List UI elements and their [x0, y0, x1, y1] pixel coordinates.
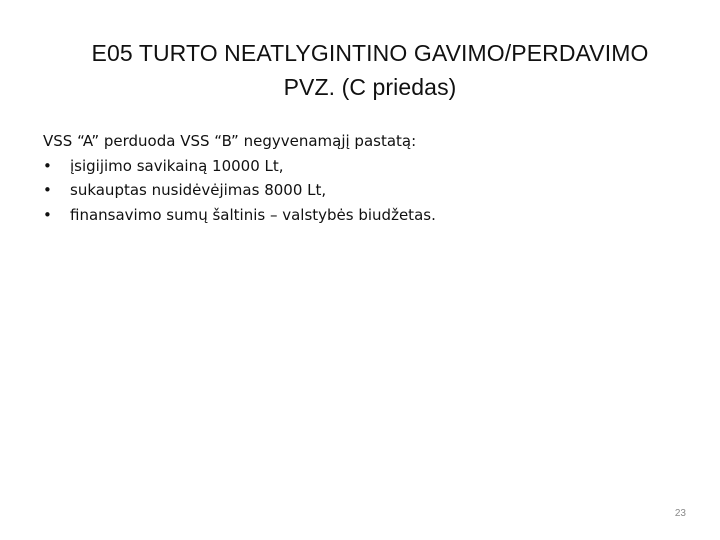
bullet-item-acquisition-cost	[43, 154, 683, 179]
bullet-text-funding-source: finansavimo sumų šaltinis – valstybės biudžetas.	[70, 205, 436, 224]
slide-title-line-2: PVZ. (C priedas)	[283, 74, 457, 100]
bullet-text-depreciation: sukauptas nusidėvėjimas 8000 Lt,	[70, 181, 327, 199]
intro-text: VSS “A” perduoda VSS “B” negyvenamąjį pastatą:	[43, 132, 417, 150]
slide-content	[43, 129, 683, 227]
bullet-text-acquisition-cost: įsigijimo savikainą 10000 Lt,	[70, 156, 284, 175]
page-number: 23	[674, 508, 686, 519]
slide-title	[40, 36, 700, 104]
slide-title-line-1: E05 TURTO NEATLYGINTINO GAVIMO/PERDAVIMO	[91, 40, 649, 66]
bullet-icon: •	[43, 181, 52, 199]
bullet-icon: •	[43, 156, 52, 175]
bullet-list	[43, 154, 683, 228]
bullet-icon: •	[43, 205, 52, 224]
bullet-item-funding-source	[43, 203, 683, 228]
bullet-item-depreciation	[43, 178, 683, 203]
